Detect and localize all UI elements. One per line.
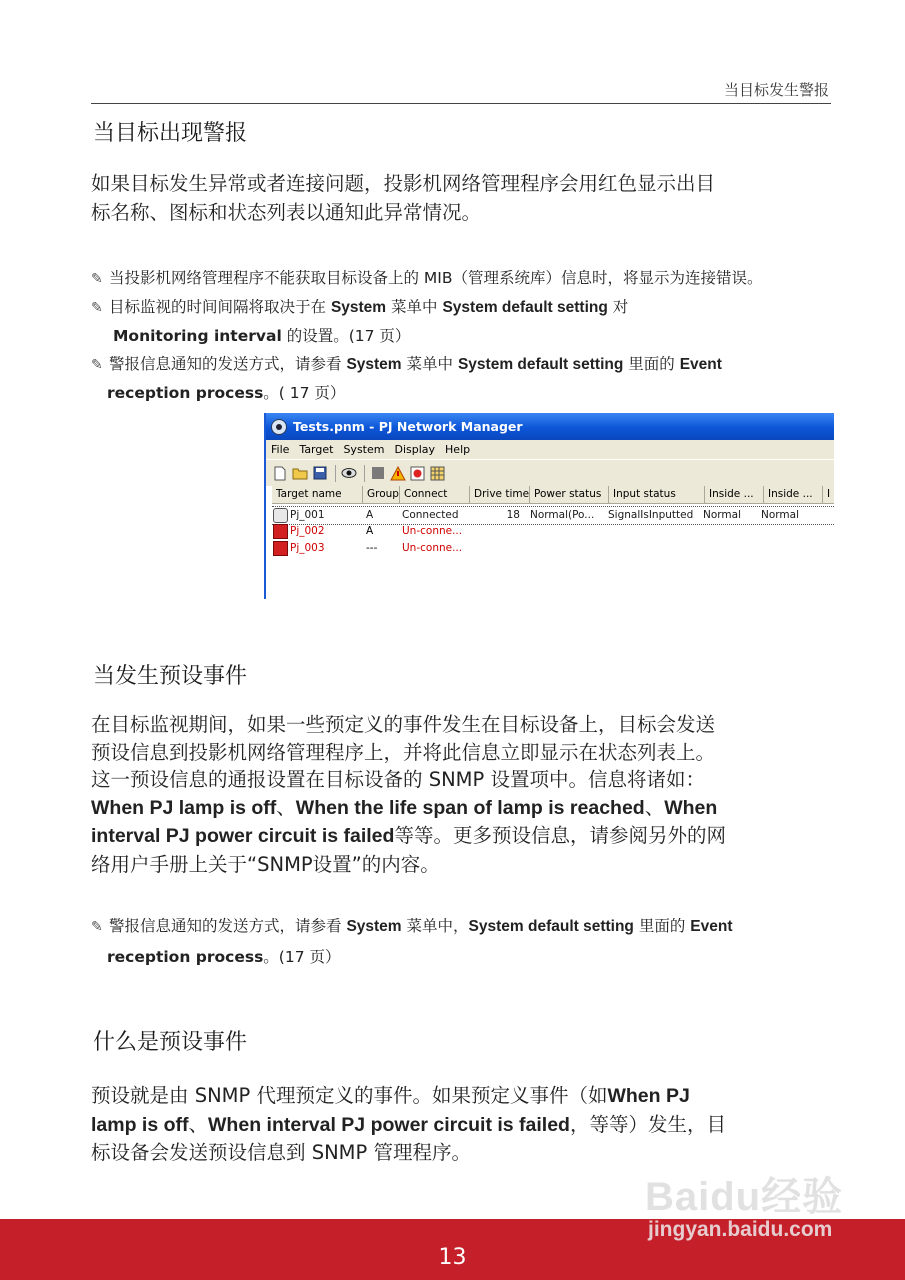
column-header[interactable]: Input status (609, 486, 705, 503)
projector-error-icon (273, 541, 288, 556)
window-title: Tests.pnm - PJ Network Manager (293, 419, 523, 434)
pencil-icon: ✎ (91, 357, 103, 373)
paragraph-line: 如果目标发生异常或者连接问题，投影机网络管理程序会用红色显示出目 (91, 172, 716, 195)
running-header: 当目标发生警报 (723, 81, 829, 99)
table-row[interactable]: Pj_003 --- Un-conne... (272, 540, 834, 557)
table-row[interactable]: Pj_001 A Connected 18 Normal(Po... SignalIsInputted Normal Normal (272, 506, 834, 525)
watermark-url: jingyan.baidu.com (648, 1218, 833, 1241)
page-number: 13 (438, 1245, 467, 1270)
section-paragraph-alert (91, 169, 831, 227)
section-paragraph-what-is-preset: 预设就是由 SNMP 代理预定义的事件。如果预定义事件（如When PJ lamp is off、When interval PJ power circuit is failed，等等）发生，目 标设备会发送预设信息到 SNMP 管理程序。 (91, 1084, 726, 1164)
pencil-icon: ✎ (91, 271, 103, 287)
toolbar-separator (335, 465, 336, 482)
pencil-icon: ✎ (91, 300, 103, 316)
section-paragraph-preset-event: 在目标监视期间，如果一些预定义的事件发生在目标设备上，目标会发送 预设信息到投影机网络管理程序上，并将此信息立即显示在状态列表上。 这一预设信息的通报设置在目标设备的 SNMP 设置项中。信息将诸如： When PJ lamp is off、When the life span of lamp is reached、When interval PJ power circuit is failed等等。更多预设信息，请参阅另外的网 络用户手册上关于“SNMP设置”的内容。 (91, 713, 726, 876)
note-monitor-interval: ✎ 目标监视的时间间隔将取决于在 System 菜单中 System default setting 对 (91, 298, 629, 316)
list-header (272, 486, 834, 504)
monitor-eye-icon[interactable] (340, 465, 357, 482)
save-icon[interactable] (311, 465, 328, 482)
toolbar (266, 459, 834, 486)
column-header[interactable]: Drive time (470, 486, 530, 503)
watermark-logo: Baidu经验 (645, 1175, 844, 1219)
paragraph-line: 标名称、图标和状态列表以通知此异常情况。 (91, 201, 482, 224)
column-header[interactable]: I (823, 486, 834, 503)
note-event-reception-cont: reception process。( 17 页） (107, 384, 346, 402)
table-row[interactable]: Pj_002 A Un-conne... (272, 523, 834, 540)
new-file-icon[interactable] (271, 465, 288, 482)
column-header[interactable]: Inside ... (705, 486, 764, 503)
note-event-reception-2-cont: reception process。(17 页） (107, 948, 341, 966)
toolbar-separator (364, 465, 365, 482)
pj-network-manager-window (264, 413, 834, 599)
alert-list-icon[interactable] (409, 465, 426, 482)
menu-file[interactable]: File (271, 443, 290, 456)
column-header[interactable]: Inside ... (764, 486, 823, 503)
app-eye-icon (271, 419, 287, 435)
header-divider (91, 103, 831, 104)
column-header[interactable]: Power status (530, 486, 609, 503)
grid-view-icon[interactable] (429, 465, 446, 482)
note-mib: ✎ 当投影机网络管理程序不能获取目标设备上的 MIB（管理系统库）信息时，将显示为连接错误。 (91, 269, 763, 287)
menu-bar (266, 440, 834, 459)
stop-icon[interactable] (369, 465, 386, 482)
pencil-icon: ✎ (91, 919, 103, 935)
column-header[interactable]: Group (363, 486, 400, 503)
window-titlebar[interactable] (266, 413, 834, 440)
warning-icon[interactable] (389, 465, 406, 482)
note-monitor-interval-cont: Monitoring interval 的设置。(17 页） (113, 327, 411, 345)
projector-error-icon (273, 524, 288, 539)
projector-ok-icon (273, 508, 288, 523)
column-header[interactable]: Connect (400, 486, 470, 503)
section-heading-what-is-preset: 什么是预设事件 (93, 1030, 248, 1055)
note-event-reception-2: ✎ 警报信息通知的发送方式，请参看 System 菜单中，System default setting 里面的 Event (91, 917, 733, 935)
menu-display[interactable]: Display (394, 443, 436, 456)
note-event-reception: ✎ 警报信息通知的发送方式，请参看 System 菜单中 System default setting 里面的 Event (91, 355, 722, 373)
open-folder-icon[interactable] (291, 465, 308, 482)
menu-target[interactable]: Target (299, 443, 334, 456)
column-header[interactable]: Target name (272, 486, 363, 503)
section-heading-alert: 当目标出现警报 (93, 121, 248, 146)
section-heading-preset-event: 当发生预设事件 (93, 664, 248, 689)
menu-system[interactable]: System (343, 443, 385, 456)
menu-help[interactable]: Help (445, 443, 471, 456)
